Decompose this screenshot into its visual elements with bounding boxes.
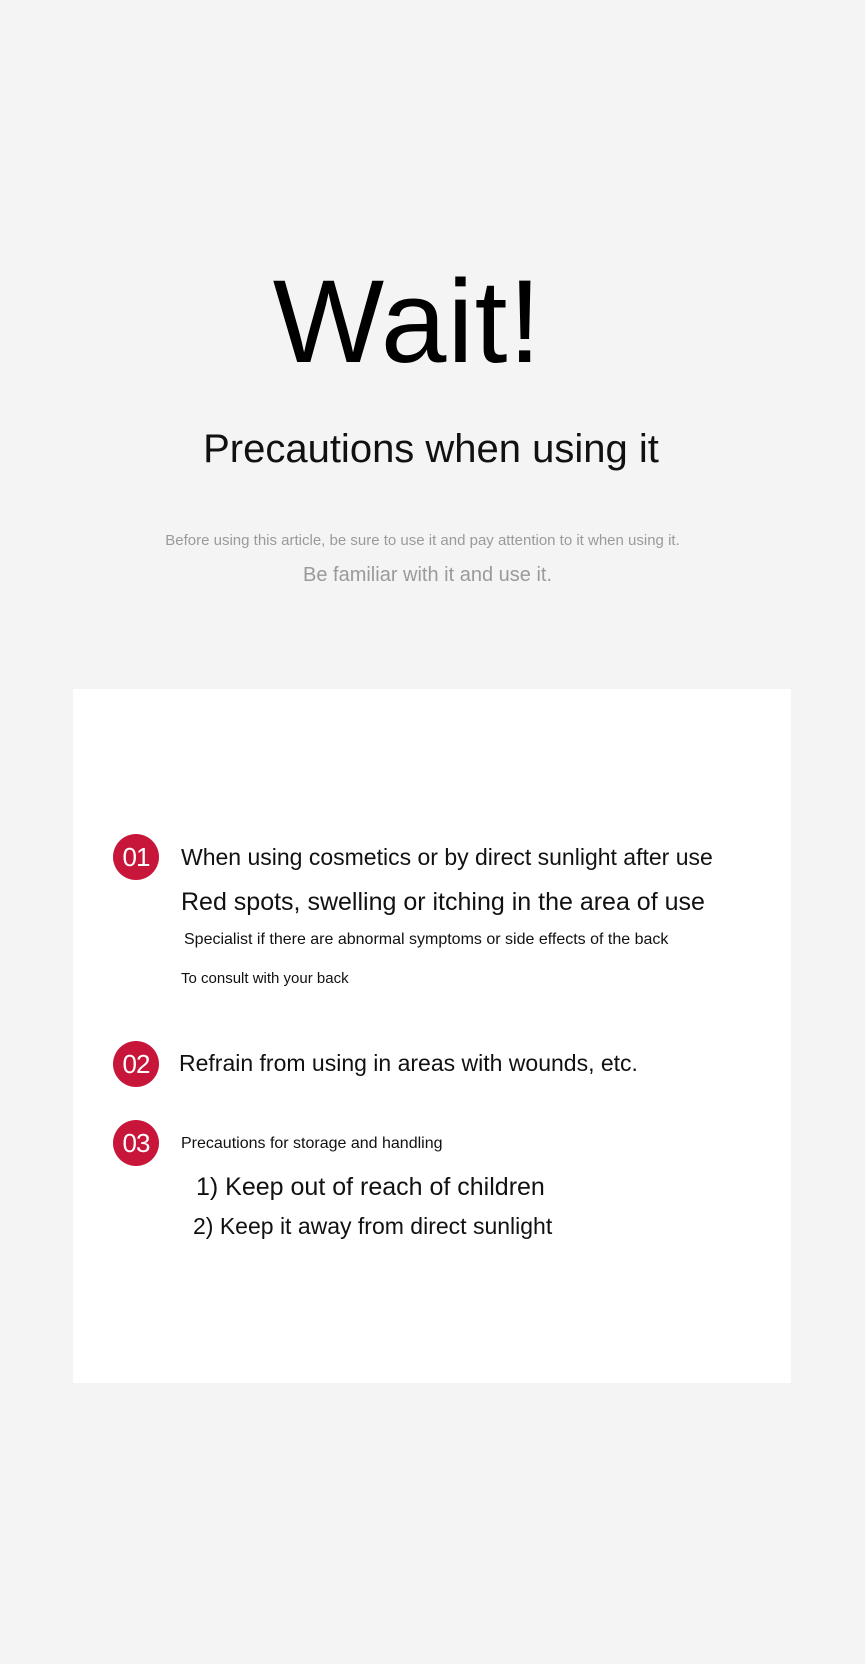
intro-text-secondary: Be familiar with it and use it.: [303, 564, 552, 586]
intro-text: Before using this article, be sure to use it and pay attention to it when using it.: [165, 532, 680, 549]
item-text: 1) Keep out of reach of children: [196, 1173, 545, 1201]
item-text: 2) Keep it away from direct sunlight: [193, 1213, 553, 1239]
item-text: To consult with your back: [181, 970, 349, 987]
item-number-badge: 03: [113, 1120, 159, 1166]
item-text: Specialist if there are abnormal symptoms or side effects of the back: [184, 931, 669, 948]
item-number-badge: 01: [113, 834, 159, 880]
item-text: When using cosmetics or by direct sunlight after use: [181, 844, 713, 870]
item-text: Red spots, swelling or itching in the area of use: [181, 888, 705, 916]
item-text: Refrain from using in areas with wounds, etc.: [179, 1050, 638, 1076]
item-text: Precautions for storage and handling: [181, 1135, 443, 1152]
page-subtitle: Precautions when using it: [203, 427, 659, 471]
page-title: Wait!: [272, 256, 543, 388]
item-number-badge: 02: [113, 1041, 159, 1087]
precautions-card: [73, 689, 791, 1383]
